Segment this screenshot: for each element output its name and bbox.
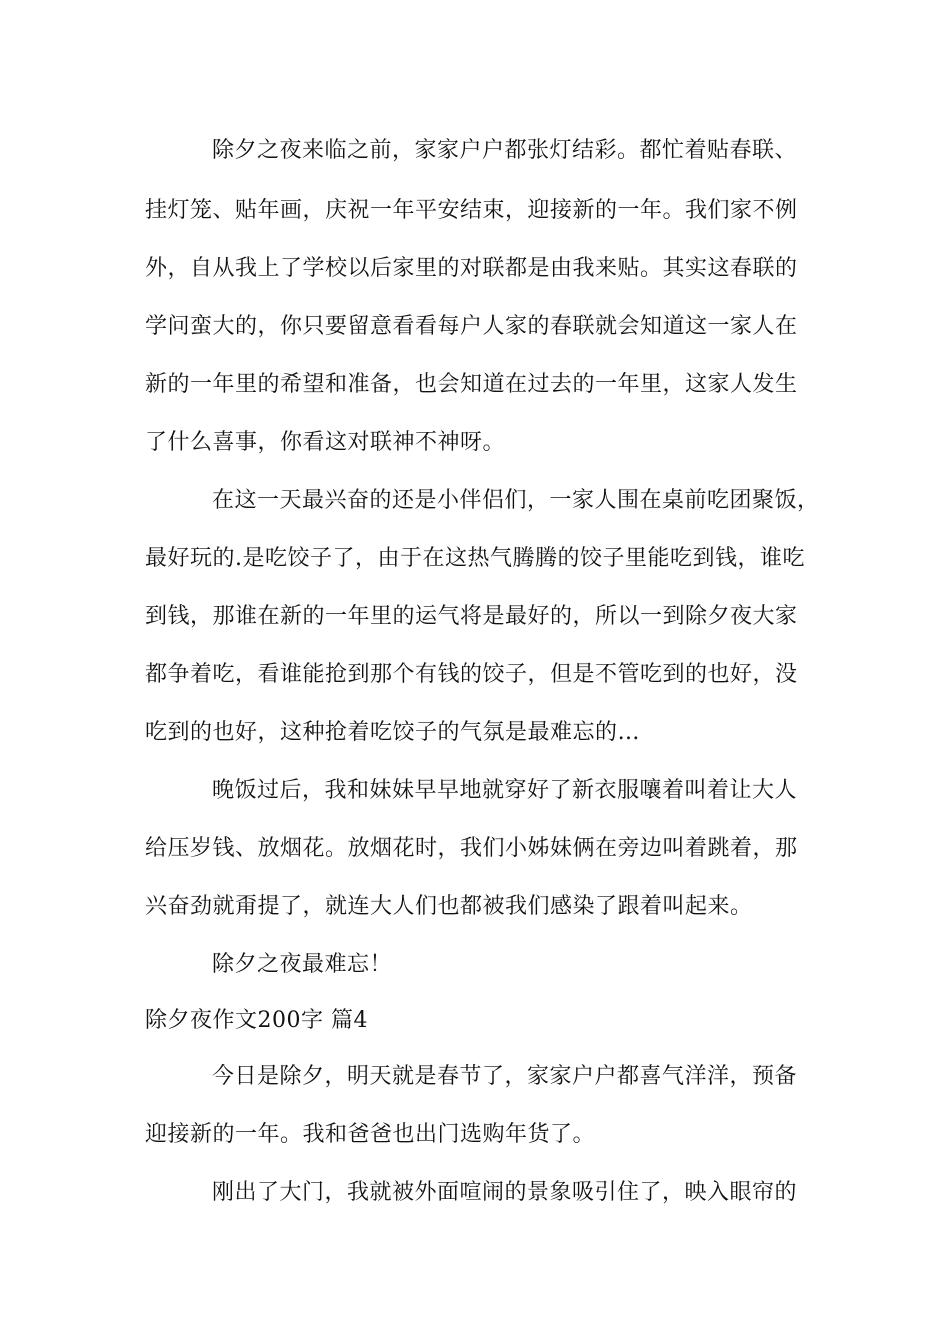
paragraph-5-line-1: 今日是除夕，明天就是春节了，家家户户都喜气洋洋，预备 xyxy=(212,1064,798,1089)
paragraph-3-line-1: 晚饭过后，我和妹妹早早地就穿好了新衣服嚷着叫着让大人 xyxy=(212,778,798,803)
paragraph-1-line-4: 学问蛮大的，你只要留意看看每户人家的春联就会知道这一家人在 xyxy=(145,314,798,339)
paragraph-2-line-3: 到钱，那谁在新的一年里的运气将是最好的，所以一到除夕夜大家 xyxy=(145,604,798,629)
paragraph-1-line-2: 挂灯笼、贴年画，庆祝一年平安结束，迎接新的一年。我们家不例 xyxy=(145,198,798,223)
paragraph-6-line-1: 刚出了大门，我就被外面喧闹的景象吸引住了，映入眼帘的 xyxy=(212,1180,798,1205)
paragraph-2-line-5: 吃到的也好，这种抢着吃饺子的气氛是最难忘的… xyxy=(145,720,641,745)
paragraph-4-line-1: 除夕之夜最难忘！ xyxy=(212,952,393,977)
paragraph-1-line-3: 外，自从我上了学校以后家里的对联都是由我来贴。其实这春联的 xyxy=(145,256,798,281)
paragraph-1-line-6: 了什么喜事，你看这对联神不神呀。 xyxy=(145,430,506,455)
paragraph-2-line-2: 最好玩的.是吃饺子了，由于在这热气腾腾的饺子里能吃到钱，谁吃 xyxy=(145,546,805,571)
paragraph-5-line-2: 迎接新的一年。我和爸爸也出门选购年货了。 xyxy=(145,1122,596,1147)
paragraph-1-line-5: 新的一年里的希望和准备，也会知道在过去的一年里，这家人发生 xyxy=(145,372,798,397)
paragraph-2-line-1: 在这一天最兴奋的还是小伴侣们，一家人围在桌前吃团聚饭， xyxy=(212,488,820,513)
paragraph-1-line-1: 除夕之夜来临之前，家家户户都张灯结彩。都忙着贴春联、 xyxy=(212,138,798,163)
paragraph-2-line-4: 都争着吃，看谁能抢到那个有钱的饺子，但是不管吃到的也好，没 xyxy=(145,662,798,687)
paragraph-3-line-2: 给压岁钱、放烟花。放烟花时，我们小姊妹俩在旁边叫着跳着，那 xyxy=(145,836,798,861)
section-heading: 除夕夜作文200字 篇4 xyxy=(145,1008,368,1033)
paragraph-3-line-3: 兴奋劲就甭提了，就连大人们也都被我们感染了跟着叫起来。 xyxy=(145,894,753,919)
